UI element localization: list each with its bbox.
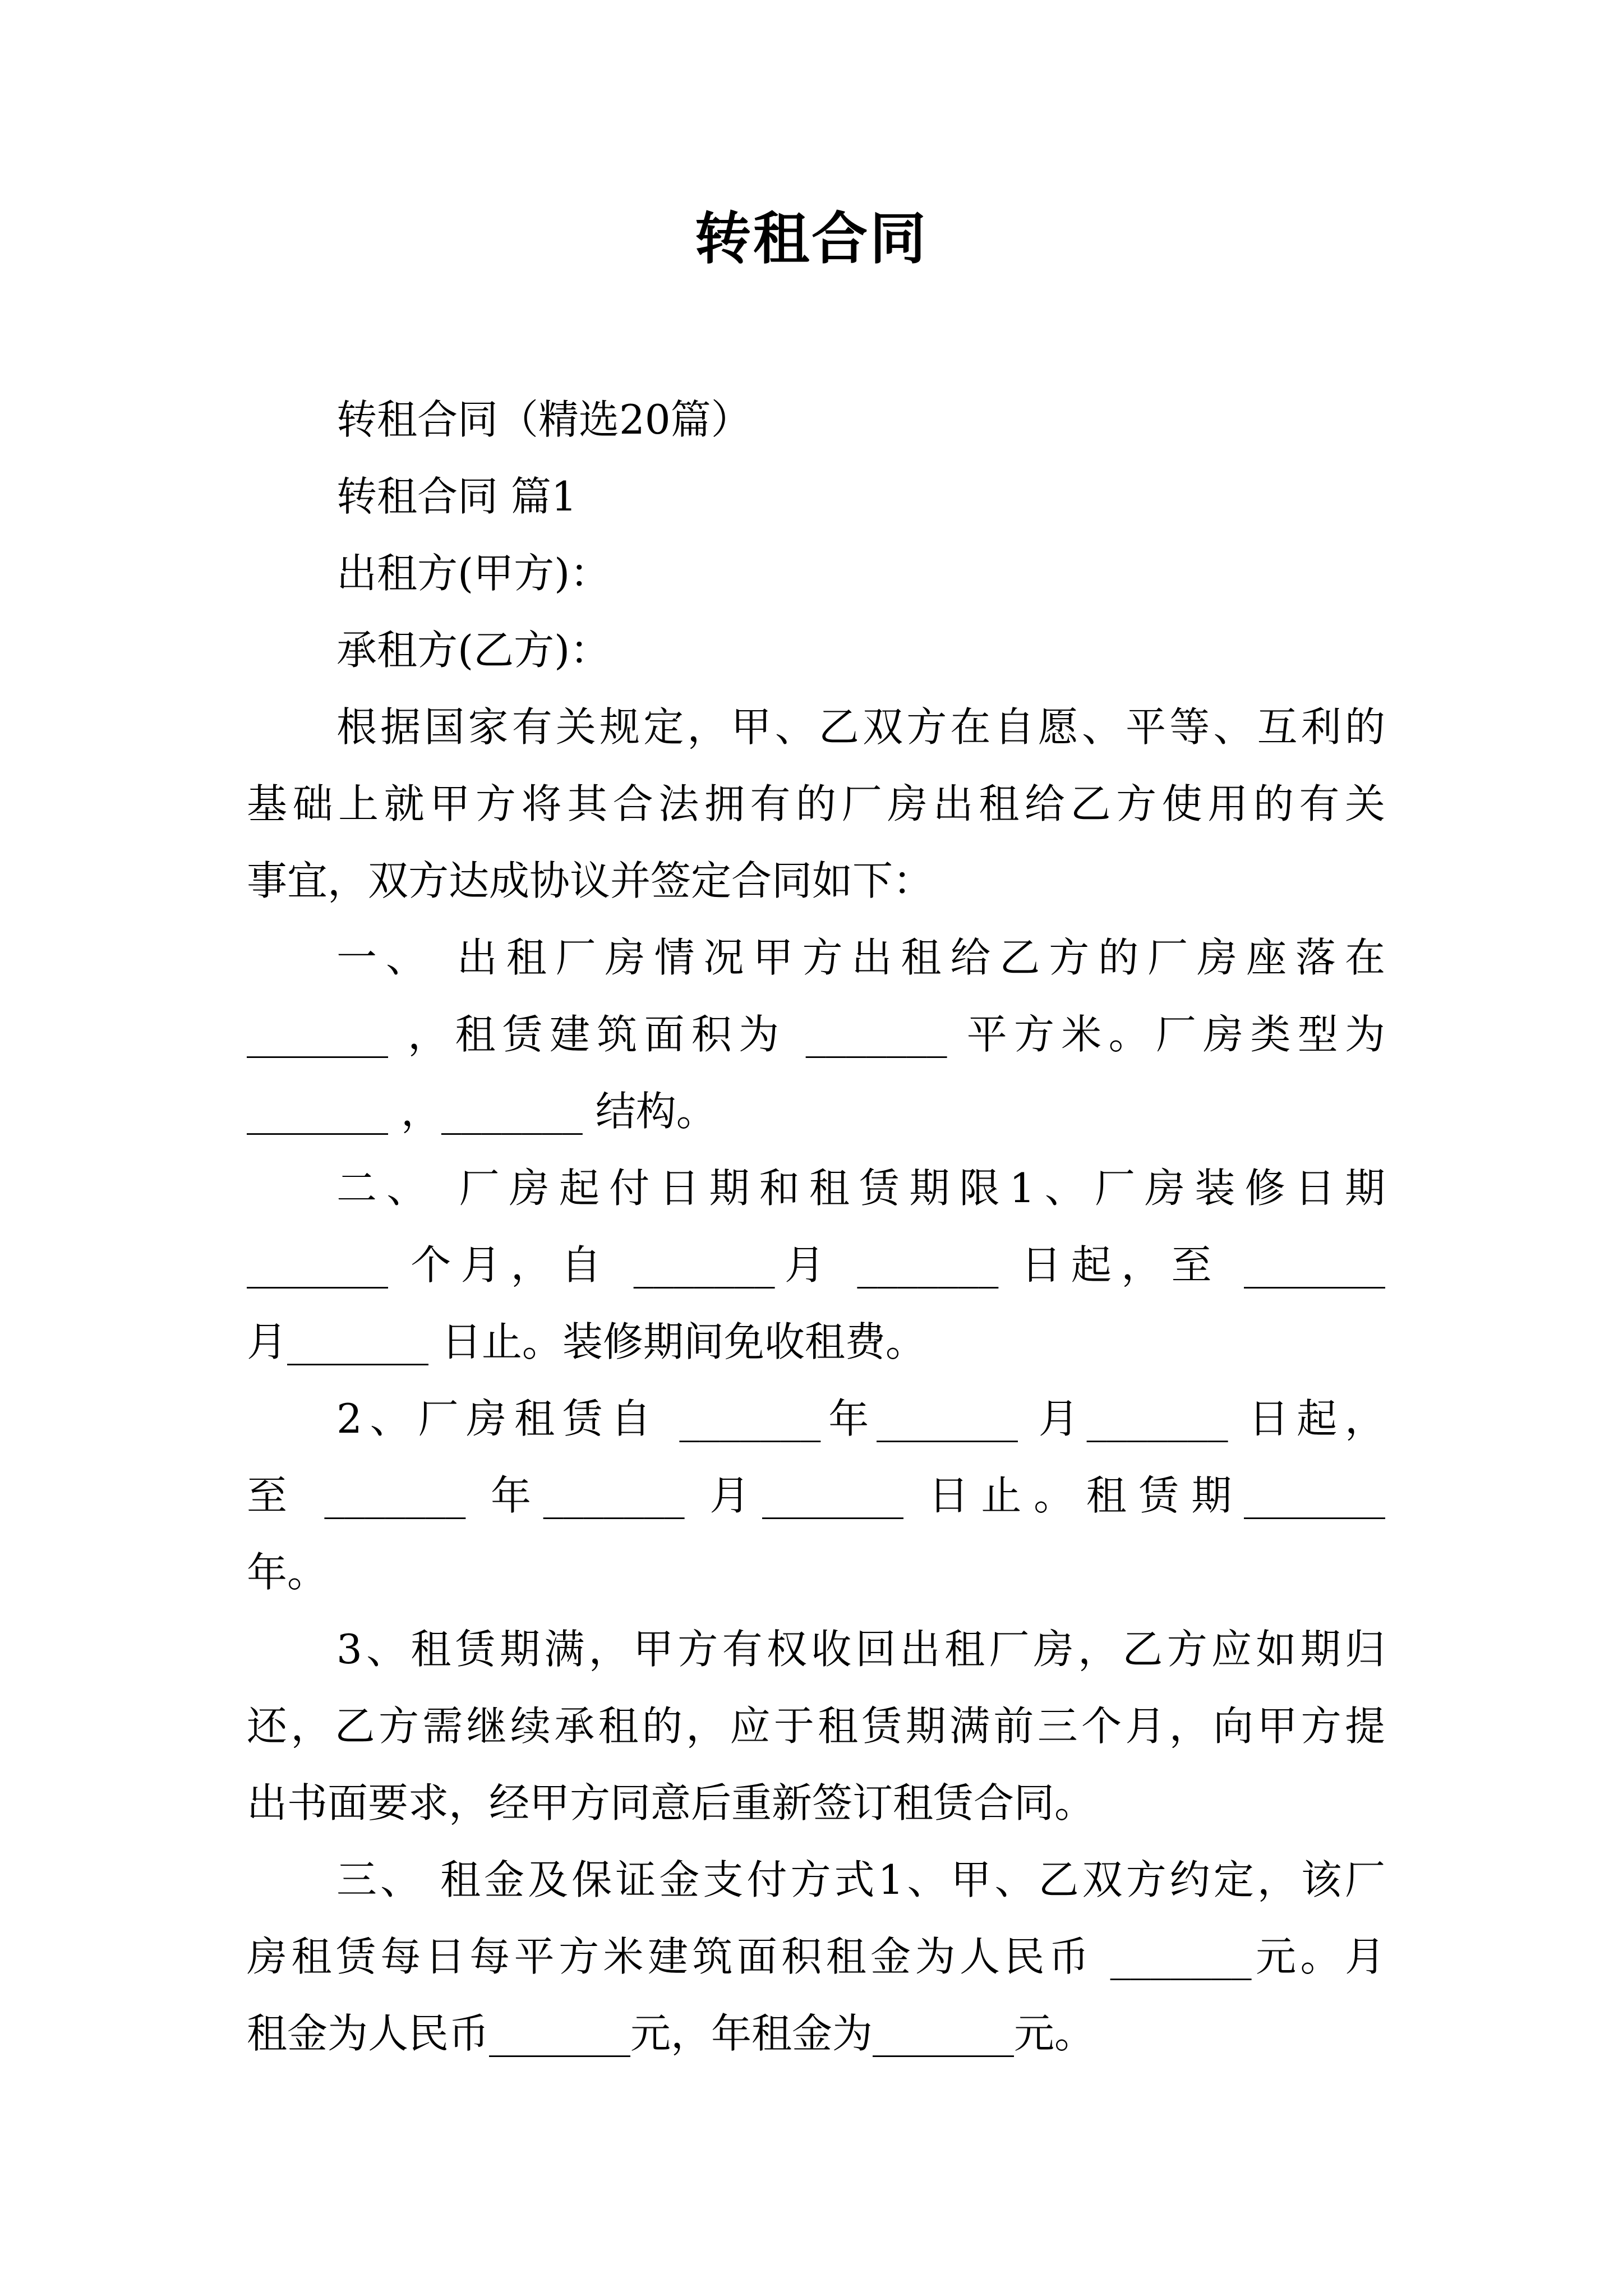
document-body [247, 381, 1385, 2072]
clause-two-item-3-line: 还，乙方需继续承租的，应于租赁期满前三个月，向甲方提 [247, 1703, 1385, 1750]
clause-one-line: 一、 出租厂房情况甲方出租给乙方的厂房座落在 [336, 934, 1385, 981]
paragraph-line: 根据国家有关规定，甲、乙双方在自愿、平等、互利的 [336, 703, 1385, 751]
clause-three-line: 房租赁每日每平方米建筑面积租金为人民币 _______元。月 [247, 1933, 1385, 1980]
section-heading: 转租合同 篇1 [336, 473, 577, 520]
clause-two-item-2-line: 年。 [247, 1549, 328, 1596]
document-title: 转租合同 [695, 205, 928, 272]
clause-two-item-3-line: 出书面要求，经甲方同意后重新签订租赁合同。 [247, 1779, 1095, 1826]
lessor-line: 出租方(甲方)： [336, 550, 611, 597]
subtitle-line: 转租合同（精选20篇） [336, 396, 751, 443]
clause-two-item-3-line: 3、租赁期满，甲方有权收回出租厂房，乙方应如期归 [336, 1626, 1385, 1673]
clause-two-line: 二、 厂房起付日期和租赁期限1、厂房装修日期 [336, 1165, 1385, 1212]
paragraph-line: 事宜，双方达成协议并签定合同如下： [247, 857, 934, 904]
clause-one-line: _______ ，租赁建筑面积为 _______ 平方米。厂房类型为 [247, 1011, 1385, 1058]
clause-two-item-2-line: 2、厂房租赁自 _______年_______ 月_______ 日起， [336, 1395, 1385, 1442]
clause-two-line: 月_______ 日止。装修期间免收租费。 [247, 1318, 926, 1365]
clause-one-line: _______ ，_______ 结构。 [247, 1088, 717, 1135]
clause-two-line: _______ 个月，自 _______月 _______ 日起，至 _______ [247, 1241, 1385, 1289]
clause-two-item-2-line: 至 _______ 年_______ 月_______ 日止。租赁期_______ [247, 1472, 1385, 1519]
paragraph-line: 基础上就甲方将其合法拥有的厂房出租给乙方使用的有关 [247, 780, 1385, 827]
clause-three-line: 三、 租金及保证金支付方式1、甲、乙双方约定，该厂 [336, 1856, 1385, 1903]
lessee-line: 承租方(乙方)： [336, 627, 611, 674]
clause-three-line: 租金为人民币_______元，年租金为_______元。 [247, 2010, 1095, 2057]
